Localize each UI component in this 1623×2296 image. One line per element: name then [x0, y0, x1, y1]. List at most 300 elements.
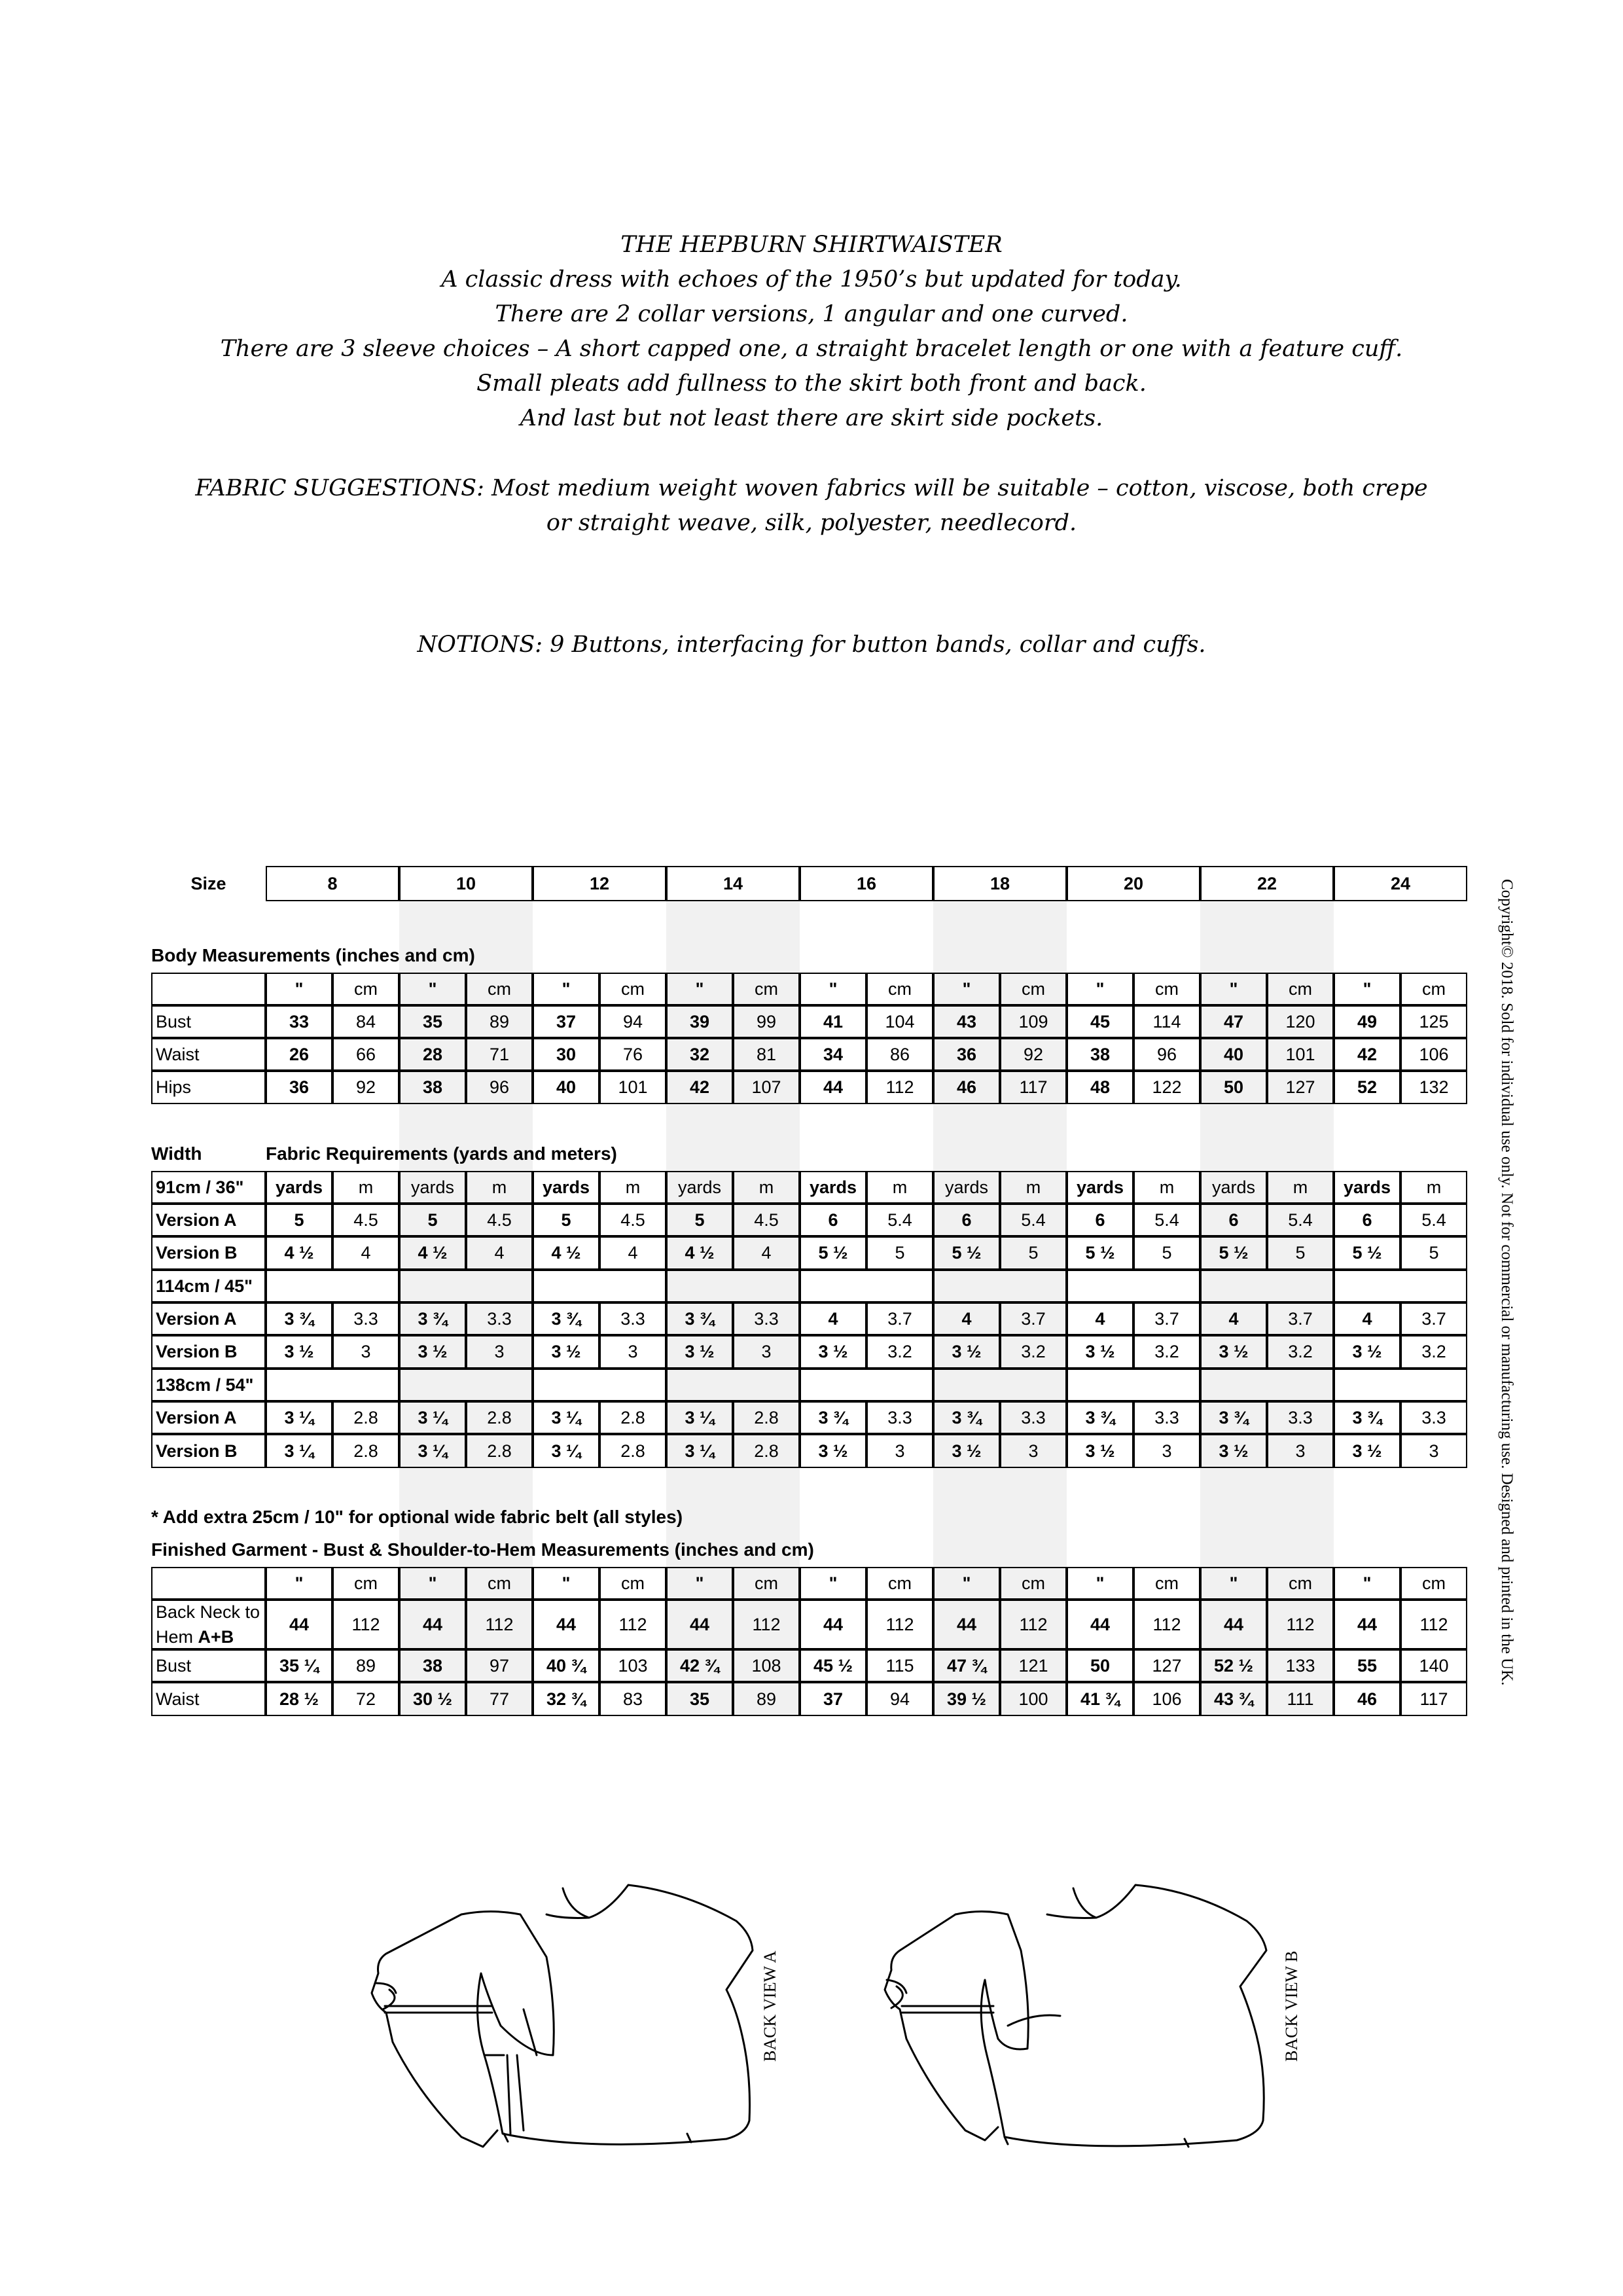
unit-cell: "	[933, 973, 1000, 1005]
table-cell: 5	[1133, 1236, 1200, 1270]
back-view-b-label: BACK VIEW B	[1282, 1950, 1301, 2062]
unit-cell: cm	[332, 1567, 399, 1600]
table-cell: 28 ½	[266, 1682, 332, 1716]
table-cell: 5.4	[1267, 1204, 1334, 1236]
table-cell: 3 ½	[933, 1434, 1000, 1468]
table-cell: 38	[1067, 1038, 1133, 1071]
table-cell: 3 ¾	[1067, 1401, 1133, 1434]
garment-sketches	[0, 1859, 1623, 2173]
table-cell: 36	[266, 1071, 332, 1104]
empty-cell	[266, 1369, 399, 1401]
table-cell: 34	[800, 1038, 866, 1071]
table-cell: 3 ¾	[266, 1302, 332, 1335]
table-cell: 3.3	[466, 1302, 533, 1335]
table-cell: 3.2	[1133, 1335, 1200, 1369]
table-cell: 2.8	[332, 1401, 399, 1434]
empty-cell	[1334, 1270, 1467, 1302]
size-header-cell: 18	[933, 866, 1067, 901]
empty-cell	[933, 1369, 1067, 1401]
table-cell: 3.3	[599, 1302, 666, 1335]
table-cell: 49	[1334, 1005, 1400, 1038]
table-cell: 3.3	[1133, 1401, 1200, 1434]
table-cell: 6	[800, 1204, 866, 1236]
table-cell: 3 ¾	[1200, 1401, 1267, 1434]
table-cell: 3 ¼	[266, 1434, 332, 1468]
table-cell: 40	[1200, 1038, 1267, 1071]
unit-cell: "	[1200, 973, 1267, 1005]
unit-cell: "	[933, 1567, 1000, 1600]
table-cell: 97	[466, 1649, 533, 1682]
table-cell: 52	[1334, 1071, 1400, 1104]
unit-cell: "	[1334, 1567, 1400, 1600]
table-cell: 127	[1267, 1071, 1334, 1104]
row-label: Waist	[151, 1038, 266, 1071]
table-cell: 44	[399, 1600, 466, 1649]
table-cell: 3 ½	[666, 1335, 733, 1369]
table-cell: 45 ½	[800, 1649, 866, 1682]
table-cell: 32	[666, 1038, 733, 1071]
table-cell: 89	[332, 1649, 399, 1682]
table-cell: 5.4	[1400, 1204, 1467, 1236]
table-cell: 3 ¼	[533, 1434, 599, 1468]
empty-cell	[1067, 1270, 1200, 1302]
row-label: Version A	[151, 1302, 266, 1335]
table-cell: 2.8	[733, 1401, 800, 1434]
table-cell: 3	[332, 1335, 399, 1369]
table-cell: 44	[800, 1600, 866, 1649]
table-cell: 28	[399, 1038, 466, 1071]
table-cell: 5	[1267, 1236, 1334, 1270]
table-cell: 43 ¾	[1200, 1682, 1267, 1716]
table-cell: 3 ¼	[666, 1434, 733, 1468]
fabric-suggestions: FABRIC SUGGESTIONS: Most medium weight woven fabrics will be suitable – cotton, viscose, both crepe	[195, 475, 1428, 501]
table-cell: 5 ½	[1200, 1236, 1267, 1270]
unit-cell: "	[533, 1567, 599, 1600]
table-cell: 47	[1200, 1005, 1267, 1038]
unit-cell: cm	[1000, 973, 1067, 1005]
table-cell: 106	[1133, 1682, 1200, 1716]
unit-cell: yards	[933, 1171, 1000, 1204]
unit-cell: m	[332, 1171, 399, 1204]
table-cell: 3 ½	[399, 1335, 466, 1369]
unit-cell: cm	[866, 1567, 933, 1600]
table-cell: 5	[533, 1204, 599, 1236]
empty-cell	[533, 1270, 666, 1302]
table-cell: 3	[599, 1335, 666, 1369]
empty-cell	[266, 1270, 399, 1302]
table-cell: 3 ½	[1067, 1335, 1133, 1369]
table-cell: 77	[466, 1682, 533, 1716]
table-cell: 4.5	[466, 1204, 533, 1236]
table-cell: 4 ½	[666, 1236, 733, 1270]
table-cell: 3.2	[1400, 1335, 1467, 1369]
empty-cell	[399, 1270, 533, 1302]
table-cell: 3 ¼	[266, 1401, 332, 1434]
table-cell: 5	[666, 1204, 733, 1236]
table-cell: 3.3	[866, 1401, 933, 1434]
empty-cell	[1334, 1369, 1467, 1401]
empty-cell	[1067, 1369, 1200, 1401]
table-cell: 5.4	[1000, 1204, 1067, 1236]
unit-cell: m	[866, 1171, 933, 1204]
table-cell: 44	[666, 1600, 733, 1649]
table-cell: 89	[466, 1005, 533, 1038]
unit-cell: m	[599, 1171, 666, 1204]
table-cell: 4 ½	[266, 1236, 332, 1270]
table-cell: 44	[1067, 1600, 1133, 1649]
size-header-cell: 22	[1200, 866, 1334, 901]
unit-cell: cm	[1267, 1567, 1334, 1600]
table-cell: 3.3	[1400, 1401, 1467, 1434]
table-cell: 39 ½	[933, 1682, 1000, 1716]
table-cell: 112	[866, 1600, 933, 1649]
table-cell: 3	[1400, 1434, 1467, 1468]
table-cell: 3.7	[1400, 1302, 1467, 1335]
table-cell: 3 ½	[1334, 1434, 1400, 1468]
description-line: And last but not least there are skirt side pockets.	[520, 405, 1103, 431]
table-cell: 41 ¾	[1067, 1682, 1133, 1716]
empty-cell	[800, 1369, 933, 1401]
table-cell: 106	[1400, 1038, 1467, 1071]
table-cell: 4	[466, 1236, 533, 1270]
row-label: Bust	[151, 1649, 266, 1682]
size-header-cell: 8	[266, 866, 399, 901]
unit-cell: yards	[1334, 1171, 1400, 1204]
table-cell: 3 ¾	[1334, 1401, 1400, 1434]
empty-cell	[666, 1369, 800, 1401]
row-label	[151, 1600, 266, 1649]
table-cell: 3	[1267, 1434, 1334, 1468]
table-cell: 104	[866, 1005, 933, 1038]
empty-cell	[666, 1270, 800, 1302]
table-cell: 3.7	[1267, 1302, 1334, 1335]
table-cell: 3	[866, 1434, 933, 1468]
table-cell: 4	[933, 1302, 1000, 1335]
table-cell: 4	[733, 1236, 800, 1270]
table-cell: 37	[533, 1005, 599, 1038]
size-label: Size	[190, 873, 226, 893]
table-cell: 42	[666, 1071, 733, 1104]
table-cell: 3 ½	[800, 1434, 866, 1468]
table-cell: 96	[466, 1071, 533, 1104]
table-cell: 96	[1133, 1038, 1200, 1071]
table-cell: 41	[800, 1005, 866, 1038]
table-cell: 121	[1000, 1649, 1067, 1682]
table-cell: 4.5	[733, 1204, 800, 1236]
unit-cell: yards	[266, 1171, 332, 1204]
empty-cell	[800, 1270, 933, 1302]
unit-cell: cm	[1133, 1567, 1200, 1600]
table-cell: 3 ½	[800, 1335, 866, 1369]
table-cell: 4	[332, 1236, 399, 1270]
table-cell: 36	[933, 1038, 1000, 1071]
table-cell: 3 ½	[1200, 1335, 1267, 1369]
row-label: Version B	[151, 1236, 266, 1270]
row-label: Bust	[151, 1005, 266, 1038]
unit-cell: cm	[466, 973, 533, 1005]
row-label: Version A	[151, 1401, 266, 1434]
table-cell: 112	[466, 1600, 533, 1649]
unit-cell: cm	[733, 973, 800, 1005]
row-label: Version B	[151, 1434, 266, 1468]
fabric-width-label: 114cm / 45"	[151, 1270, 266, 1302]
table-cell: 125	[1400, 1005, 1467, 1038]
table-cell: 52 ½	[1200, 1649, 1267, 1682]
table-cell: 2.8	[599, 1401, 666, 1434]
empty-cell	[1200, 1270, 1334, 1302]
back-view-a-sketch	[372, 1885, 753, 2147]
table-cell: 2.8	[466, 1434, 533, 1468]
table-cell: 4	[599, 1236, 666, 1270]
table-cell: 3.7	[866, 1302, 933, 1335]
table-cell: 101	[1267, 1038, 1334, 1071]
table-cell: 3.2	[1267, 1335, 1334, 1369]
fabric-width-label: 138cm / 54"	[151, 1369, 266, 1401]
table-cell: 26	[266, 1038, 332, 1071]
table-cell: 5 ½	[800, 1236, 866, 1270]
table-cell: 100	[1000, 1682, 1067, 1716]
unit-cell: cm	[1400, 1567, 1467, 1600]
table-cell: 5	[399, 1204, 466, 1236]
unit-cell: m	[1000, 1171, 1067, 1204]
unit-cell: cm	[866, 973, 933, 1005]
table-cell: 101	[599, 1071, 666, 1104]
unit-cell: cm	[1400, 973, 1467, 1005]
table-cell: 5	[1000, 1236, 1067, 1270]
row-label	[151, 973, 266, 1005]
table-cell: 3 ½	[933, 1335, 1000, 1369]
table-cell: 117	[1000, 1071, 1067, 1104]
unit-cell: m	[1267, 1171, 1334, 1204]
unit-cell: cm	[599, 973, 666, 1005]
table-cell: 35	[666, 1682, 733, 1716]
table-cell: 3 ½	[1200, 1434, 1267, 1468]
table-cell: 112	[1000, 1600, 1067, 1649]
empty-cell	[933, 1270, 1067, 1302]
table-cell: 2.8	[332, 1434, 399, 1468]
table-cell: 112	[1400, 1600, 1467, 1649]
table-cell: 107	[733, 1071, 800, 1104]
table-cell: 35	[399, 1005, 466, 1038]
table-cell: 42 ¾	[666, 1649, 733, 1682]
belt-note: * Add extra 25cm / 10" for optional wide fabric belt (all styles)	[151, 1507, 683, 1527]
table-cell: 2.8	[466, 1401, 533, 1434]
table-cell: 72	[332, 1682, 399, 1716]
table-cell: 3	[1133, 1434, 1200, 1468]
table-cell: 3.3	[733, 1302, 800, 1335]
copyright-notice: Copyright© 2018. Sold for individual use only. Not for commercial or manufacturing use. Designed and printed in the UK.	[1498, 879, 1516, 1686]
description-line: There are 2 collar versions, 1 angular and one curved.	[495, 301, 1128, 327]
table-cell: 5	[1400, 1236, 1467, 1270]
unit-cell: yards	[1067, 1171, 1133, 1204]
fabric-requirements-heading: Fabric Requirements (yards and meters)	[266, 1143, 617, 1164]
unit-cell: m	[466, 1171, 533, 1204]
unit-cell: "	[399, 973, 466, 1005]
unit-cell: "	[1334, 973, 1400, 1005]
table-cell: 3.7	[1000, 1302, 1067, 1335]
unit-cell: "	[1067, 1567, 1133, 1600]
width-heading: Width	[151, 1143, 202, 1164]
table-cell: 3 ½	[1067, 1434, 1133, 1468]
size-header-cell: 16	[800, 866, 933, 901]
unit-cell: "	[800, 1567, 866, 1600]
table-cell: 39	[666, 1005, 733, 1038]
unit-cell: yards	[800, 1171, 866, 1204]
size-header-cell: 14	[666, 866, 800, 901]
table-cell: 4 ½	[533, 1236, 599, 1270]
table-cell: 112	[599, 1600, 666, 1649]
table-cell: 30	[533, 1038, 599, 1071]
unit-cell: cm	[733, 1567, 800, 1600]
unit-cell: cm	[1267, 973, 1334, 1005]
unit-cell: "	[800, 973, 866, 1005]
table-cell: 30 ½	[399, 1682, 466, 1716]
table-cell: 3.3	[1000, 1401, 1067, 1434]
table-cell: 81	[733, 1038, 800, 1071]
table-cell: 92	[1000, 1038, 1067, 1071]
row-label-text: Back Neck to Hem A+B	[156, 1602, 260, 1647]
table-cell: 47 ¾	[933, 1649, 1000, 1682]
table-cell: 108	[733, 1649, 800, 1682]
table-cell: 3 ¾	[666, 1302, 733, 1335]
unit-cell: "	[266, 973, 332, 1005]
table-cell: 48	[1067, 1071, 1133, 1104]
size-header-cell: 12	[533, 866, 666, 901]
table-cell: 45	[1067, 1005, 1133, 1038]
table-cell: 38	[399, 1071, 466, 1104]
table-cell: 66	[332, 1038, 399, 1071]
table-cell: 5 ½	[1067, 1236, 1133, 1270]
fabric-width-label: 91cm / 36"	[151, 1171, 266, 1204]
table-cell: 3.2	[866, 1335, 933, 1369]
table-cell: 5	[266, 1204, 332, 1236]
table-cell: 3 ¾	[399, 1302, 466, 1335]
table-cell: 111	[1267, 1682, 1334, 1716]
table-cell: 4	[800, 1302, 866, 1335]
table-cell: 6	[1067, 1204, 1133, 1236]
pattern-title: THE HEPBURN SHIRTWAISTER	[620, 232, 1003, 258]
table-cell: 44	[533, 1600, 599, 1649]
table-cell: 42	[1334, 1038, 1400, 1071]
table-cell: 120	[1267, 1005, 1334, 1038]
table-cell: 71	[466, 1038, 533, 1071]
table-cell: 44	[933, 1600, 1000, 1649]
empty-cell	[533, 1369, 666, 1401]
unit-cell: "	[399, 1567, 466, 1600]
table-cell: 3.2	[1000, 1335, 1067, 1369]
table-cell: 83	[599, 1682, 666, 1716]
size-header-cell: 10	[399, 866, 533, 901]
row-label: Version B	[151, 1335, 266, 1369]
table-cell: 4	[1334, 1302, 1400, 1335]
description-line: A classic dress with echoes of the 1950’s but updated for today.	[441, 266, 1182, 293]
table-cell: 4	[1200, 1302, 1267, 1335]
empty-cell	[1200, 1369, 1334, 1401]
table-cell: 38	[399, 1649, 466, 1682]
table-cell: 127	[1133, 1649, 1200, 1682]
table-cell: 50	[1200, 1071, 1267, 1104]
table-cell: 33	[266, 1005, 332, 1038]
table-cell: 3	[1000, 1434, 1067, 1468]
table-cell: 3 ¼	[399, 1401, 466, 1434]
table-cell: 2.8	[733, 1434, 800, 1468]
table-cell: 3.3	[332, 1302, 399, 1335]
unit-cell: cm	[599, 1567, 666, 1600]
unit-cell: "	[1200, 1567, 1267, 1600]
table-cell: 4.5	[332, 1204, 399, 1236]
table-cell: 5.4	[866, 1204, 933, 1236]
table-cell: 3	[733, 1335, 800, 1369]
table-cell: 3 ¾	[800, 1401, 866, 1434]
table-cell: 32 ¾	[533, 1682, 599, 1716]
table-cell: 94	[866, 1682, 933, 1716]
table-cell: 3.3	[1267, 1401, 1334, 1434]
row-label	[151, 1567, 266, 1600]
table-cell: 112	[733, 1600, 800, 1649]
table-cell: 46	[1334, 1682, 1400, 1716]
row-label: Hips	[151, 1071, 266, 1104]
table-cell: 3	[466, 1335, 533, 1369]
table-cell: 5.4	[1133, 1204, 1200, 1236]
table-cell: 50	[1067, 1649, 1133, 1682]
unit-cell: m	[1133, 1171, 1200, 1204]
back-view-a-label: BACK VIEW A	[760, 1950, 779, 2062]
table-cell: 40	[533, 1071, 599, 1104]
table-cell: 3 ¼	[666, 1401, 733, 1434]
table-cell: 6	[933, 1204, 1000, 1236]
table-cell: 44	[1334, 1600, 1400, 1649]
notions: NOTIONS: 9 Buttons, interfacing for button bands, collar and cuffs.	[417, 632, 1206, 658]
table-cell: 122	[1133, 1071, 1200, 1104]
table-cell: 6	[1200, 1204, 1267, 1236]
body-measurements-heading: Body Measurements (inches and cm)	[151, 945, 475, 965]
table-cell: 86	[866, 1038, 933, 1071]
table-cell: 3 ¾	[933, 1401, 1000, 1434]
table-cell: 140	[1400, 1649, 1467, 1682]
table-cell: 132	[1400, 1071, 1467, 1104]
table-cell: 37	[800, 1682, 866, 1716]
description-line: Small pleats add fullness to the skirt both front and back.	[476, 370, 1147, 397]
table-cell: 94	[599, 1005, 666, 1038]
unit-cell: cm	[466, 1567, 533, 1600]
table-cell: 3 ¾	[533, 1302, 599, 1335]
description-line: There are 3 sleeve choices – A short capped one, a straight bracelet length or one with a feature cuff.	[220, 336, 1403, 362]
table-cell: 2.8	[599, 1434, 666, 1468]
unit-cell: m	[1400, 1171, 1467, 1204]
unit-cell: cm	[332, 973, 399, 1005]
unit-cell: "	[533, 973, 599, 1005]
table-cell: 5	[866, 1236, 933, 1270]
table-cell: 84	[332, 1005, 399, 1038]
unit-cell: m	[733, 1171, 800, 1204]
table-cell: 44	[800, 1071, 866, 1104]
fabric-suggestions-cont: or straight weave, silk, polyester, needlecord.	[546, 510, 1077, 536]
table-cell: 44	[266, 1600, 332, 1649]
table-cell: 114	[1133, 1005, 1200, 1038]
table-cell: 112	[1267, 1600, 1334, 1649]
back-view-b-sketch	[885, 1885, 1266, 2147]
table-cell: 3 ½	[533, 1335, 599, 1369]
empty-cell	[399, 1369, 533, 1401]
finished-garment-heading: Finished Garment - Bust & Shoulder-to-Hem Measurements (inches and cm)	[151, 1539, 814, 1560]
table-cell: 4.5	[599, 1204, 666, 1236]
table-cell: 55	[1334, 1649, 1400, 1682]
table-cell: 133	[1267, 1649, 1334, 1682]
table-cell: 5 ½	[1334, 1236, 1400, 1270]
table-cell: 4 ½	[399, 1236, 466, 1270]
unit-cell: yards	[666, 1171, 733, 1204]
unit-cell: yards	[399, 1171, 466, 1204]
